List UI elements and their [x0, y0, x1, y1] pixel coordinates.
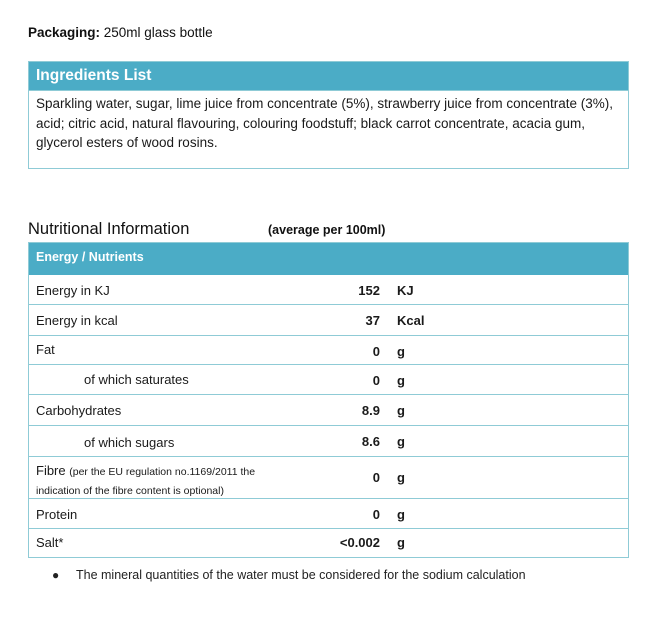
table-row-fibre [28, 457, 629, 499]
packaging-line [28, 24, 213, 42]
row-label: Carbohydrates [36, 403, 122, 418]
row-unit: g [397, 470, 405, 485]
row-value: 0 [372, 344, 380, 359]
row-label: Energy in kcal [36, 313, 118, 328]
row-label: of which saturates [84, 372, 189, 387]
fibre-note: (per the EU regulation no.1169/2011 the [69, 466, 256, 478]
nutrition-table [28, 242, 629, 558]
table-row-energy-kcal [28, 305, 629, 336]
table-row-saturates [28, 365, 629, 395]
bullet-icon: ● [52, 568, 60, 582]
footnote-text: The mineral quantities of the water must be considered for the sodium calculation [76, 568, 526, 582]
table-row-protein [28, 499, 629, 529]
nutrition-average-note: (average per 100ml) [268, 223, 386, 237]
table-row-energy-kj [28, 275, 629, 305]
row-unit: g [397, 403, 405, 418]
nutrition-title: Nutritional Information [28, 220, 190, 238]
row-value: <0.002 [339, 535, 380, 550]
row-unit: g [397, 507, 405, 522]
fibre-note-continued: indication of the fibre content is optional) [36, 485, 224, 497]
row-label: Fat [36, 342, 55, 357]
packaging-label: Packaging: [28, 25, 101, 40]
ingredients-box [28, 61, 629, 169]
row-unit: Kcal [397, 313, 425, 328]
row-label: Protein [36, 507, 78, 522]
table-row-fat [28, 336, 629, 365]
row-unit: g [397, 344, 405, 359]
row-unit: KJ [397, 283, 414, 298]
row-unit: g [397, 535, 405, 550]
row-value: 0 [372, 373, 380, 388]
ingredients-text: Sparkling water, sugar, lime juice from concentrate (5%), strawberry juice from concentrate (3%), acid; citric acid, natural flavouring, colouring foodstuff; black carrot concentrate, acacia gum, glycerol esters of wood rosins. [36, 96, 613, 150]
row-value: 152 [358, 283, 380, 298]
row-unit: g [397, 373, 405, 388]
row-value: 0 [372, 507, 380, 522]
row-label: Salt* [36, 535, 64, 550]
row-value: 8.9 [361, 403, 380, 418]
packaging-value: 250ml glass bottle [100, 25, 213, 40]
table-row-salt [28, 529, 629, 558]
row-unit: g [397, 434, 405, 449]
row-value: 8.6 [361, 434, 380, 449]
row-label: Energy in KJ [36, 283, 110, 298]
row-value: 37 [365, 313, 380, 328]
ingredients-heading: Ingredients List [29, 62, 628, 91]
row-value: 0 [372, 470, 380, 485]
table-row-carbohydrates [28, 395, 629, 426]
row-label [36, 462, 255, 500]
row-label: of which sugars [84, 435, 175, 450]
table-row-sugars [28, 426, 629, 457]
nutrition-table-header: Energy / Nutrients [28, 243, 629, 275]
fibre-label: Fibre [36, 463, 66, 478]
